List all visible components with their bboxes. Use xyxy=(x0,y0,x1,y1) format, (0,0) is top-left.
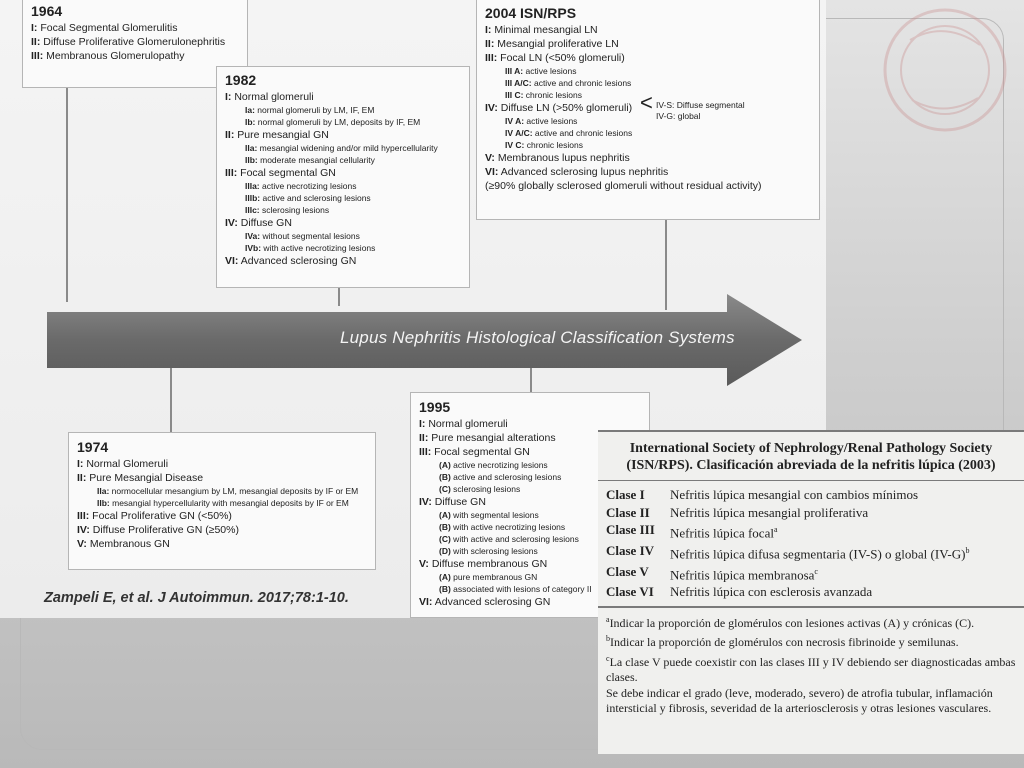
class-number: IIb: xyxy=(97,498,110,508)
class-line xyxy=(225,216,469,230)
class-number: II: xyxy=(31,36,41,48)
panel-title: International Society of Nephrology/Renal Pathology Society (ISN/RPS). Clasificación abreviada de la nefritis lúpica (2003) xyxy=(598,432,1024,481)
class-text: (≥90% globally sclerosed glomeruli without residual activity) xyxy=(485,180,762,192)
box-1964 xyxy=(22,0,248,88)
class-row xyxy=(598,504,1024,522)
class-description: Nefritis lúpica membranosa$^c$ xyxy=(670,566,818,582)
class-number: IV: xyxy=(485,102,498,114)
class-number: (C) xyxy=(439,484,451,494)
class-number: (A) xyxy=(439,510,451,520)
class-text: mesangial hypercellularity with mesangial deposits by IF or EM xyxy=(109,498,349,508)
class-code: Clase IV xyxy=(606,542,655,558)
class-text: Pure mesangial alterations xyxy=(428,432,556,444)
class-number: I: xyxy=(419,418,426,430)
class-text: with active necrotizing lesions xyxy=(450,522,566,532)
class-text: active necrotizing lesions xyxy=(450,460,548,470)
footnote-marker: a xyxy=(773,525,778,534)
class-line xyxy=(77,471,375,485)
class-text: Mesangial proliferative LN xyxy=(494,38,619,50)
class-number: IV A/C: xyxy=(505,128,533,138)
footnote-marker: b xyxy=(965,545,970,555)
class-number: I: xyxy=(31,22,38,34)
class-line xyxy=(77,537,375,551)
class-line xyxy=(77,523,375,537)
class-number: Ib: xyxy=(245,117,256,127)
class-number: IIIb: xyxy=(245,193,261,203)
class-number: (B) xyxy=(439,584,451,594)
class-text: active and chronic lesions xyxy=(531,78,632,88)
class-number: Ia: xyxy=(245,105,255,115)
class-text: Focal segmental GN xyxy=(431,446,530,458)
class-line xyxy=(77,485,375,497)
footnote-marker: c xyxy=(606,653,610,663)
class-text: normocellular mesangium by LM, mesangial deposits by IF or EM xyxy=(109,486,359,496)
bracket-iv xyxy=(640,90,745,122)
class-description: Nefritis lúpica mesangial con cambios mínimos xyxy=(670,487,919,502)
class-number: I: xyxy=(77,458,84,470)
box-1974-year: 1974 xyxy=(77,439,109,455)
class-line xyxy=(225,254,469,268)
class-description: Nefritis lúpica con esclerosis avanzada xyxy=(670,584,873,600)
class-code: Clase II xyxy=(606,504,650,520)
class-text: associated with lesions of category II xyxy=(450,584,592,594)
class-code: Clase VI xyxy=(606,584,654,600)
class-number: III: xyxy=(31,50,44,62)
class-line xyxy=(77,509,375,523)
class-line xyxy=(225,104,469,116)
class-line xyxy=(485,23,819,37)
class-number: III: xyxy=(419,446,432,458)
connector-1964 xyxy=(66,88,68,302)
class-text: Diffuse Proliferative GN (≥50%) xyxy=(89,524,239,536)
class-text: Focal LN (<50% glomeruli) xyxy=(497,52,625,64)
class-text: with active and sclerosing lesions xyxy=(450,534,579,544)
class-line xyxy=(419,417,649,431)
class-line xyxy=(225,116,469,128)
footnote-text: Se debe indicar el grado (leve, moderado, severo) de atrofia tubular, inflamación intersticial y fibrosis, severidad de la arteriosclerosis y otras lesiones vasculares. xyxy=(606,685,993,716)
class-number: III A: xyxy=(505,66,524,76)
class-number: IV: xyxy=(225,217,238,229)
class-number: III: xyxy=(485,52,498,64)
class-number: (B) xyxy=(439,522,451,532)
class-line xyxy=(225,90,469,104)
class-text: active necrotizing lesions xyxy=(259,181,357,191)
class-number: III: xyxy=(225,167,238,179)
class-line xyxy=(225,204,469,216)
class-number: VI: xyxy=(419,596,433,608)
class-number: (C) xyxy=(439,534,451,544)
class-line xyxy=(485,65,819,77)
class-text: normal glomeruli by LM, deposits by IF, EM xyxy=(255,117,421,127)
class-number: II: xyxy=(225,129,235,141)
class-line xyxy=(31,35,247,49)
class-code: Clase I xyxy=(606,487,645,502)
class-line xyxy=(31,49,247,63)
class-number: I: xyxy=(485,24,492,36)
class-number: IIb: xyxy=(245,155,258,165)
class-text: active and sclerosing lesions xyxy=(450,472,562,482)
footnote-text: La clase V puede coexistir con las clases III y IV debiendo ser diagnosticadas ambas clases. xyxy=(606,654,1016,685)
class-text: chronic lesions xyxy=(524,140,583,150)
class-line xyxy=(225,230,469,242)
box-1964-year: 1964 xyxy=(31,3,63,19)
class-line xyxy=(485,165,819,179)
footnote-text: Indicar la proporción de glomérulos con lesiones activas (A) y crónicas (C). xyxy=(609,615,975,630)
class-number: IV: xyxy=(419,496,432,508)
class-number: III C: xyxy=(505,90,524,100)
class-text: active and sclerosing lesions xyxy=(260,193,371,203)
footnote xyxy=(606,631,1016,651)
isn-rps-table-panel xyxy=(598,430,1024,754)
class-number: III: xyxy=(77,510,90,522)
class-text: sclerosing lesions xyxy=(450,484,521,494)
class-line xyxy=(225,154,469,166)
class-line xyxy=(225,180,469,192)
class-text: Focal segmental GN xyxy=(237,167,336,179)
class-row xyxy=(598,563,1024,584)
class-line xyxy=(77,457,375,471)
class-line xyxy=(225,128,469,142)
class-line xyxy=(225,166,469,180)
class-row xyxy=(598,542,1024,563)
class-number: II: xyxy=(485,38,495,50)
class-text: Normal glomeruli xyxy=(231,91,314,103)
class-text: normal glomeruli by LM, IF, EM xyxy=(254,105,375,115)
class-number: (A) xyxy=(439,460,451,470)
box-1995-year: 1995 xyxy=(419,399,451,415)
class-table xyxy=(598,481,1024,601)
class-number: V: xyxy=(419,558,429,570)
class-line xyxy=(485,139,819,151)
arrow-label: Lupus Nephritis Histological Classification Systems xyxy=(340,328,735,347)
class-code: Clase V xyxy=(606,563,649,579)
class-text: chronic lesions xyxy=(523,90,583,100)
class-text: Pure Mesangial Disease xyxy=(86,472,204,484)
class-description: Nefritis lúpica focal$^a$ xyxy=(670,525,778,541)
box-1982 xyxy=(216,66,470,288)
citation: Zampeli E, et al. J Autoimmun. 2017;78:1-10. xyxy=(44,590,349,606)
class-text: pure membranous GN xyxy=(450,572,538,582)
class-text: with segmental lesions xyxy=(450,510,539,520)
class-text: Minimal mesangial LN xyxy=(491,24,598,36)
class-text: without segmental lesions xyxy=(260,231,360,241)
class-number: (A) xyxy=(439,572,451,582)
class-number: IVa: xyxy=(245,231,261,241)
class-line xyxy=(225,142,469,154)
class-number: IV C: xyxy=(505,140,525,150)
footnote-marker: b xyxy=(606,634,610,644)
footnote-marker: c xyxy=(814,566,818,576)
class-number: (D) xyxy=(439,546,451,556)
box-1982-year: 1982 xyxy=(225,72,257,88)
class-line xyxy=(485,127,819,139)
class-description: Nefritis lúpica mesangial proliferativa xyxy=(670,504,869,520)
footnotes xyxy=(598,606,1024,717)
bracket-symbol: < xyxy=(640,90,653,115)
footnote xyxy=(606,651,1016,686)
class-line xyxy=(485,37,819,51)
class-number: III A/C: xyxy=(505,78,532,88)
class-line xyxy=(225,192,469,204)
class-code: Clase III xyxy=(606,522,655,537)
watermark-stamp-icon xyxy=(850,0,1020,140)
class-text: Membranous GN xyxy=(86,538,170,550)
class-number: I: xyxy=(225,91,232,103)
class-line xyxy=(77,497,375,509)
class-text: Membranous Glomerulopathy xyxy=(43,50,185,62)
class-line xyxy=(31,21,247,35)
class-text: active and chronic lesions xyxy=(532,128,633,138)
class-text: Diffuse GN xyxy=(237,217,292,229)
class-text: Focal Proliferative GN (<50%) xyxy=(89,510,232,522)
class-number: V: xyxy=(77,538,87,550)
class-line xyxy=(485,151,819,165)
class-text: Normal Glomeruli xyxy=(83,458,169,470)
bracket-line-2: IV-G: global xyxy=(656,111,701,121)
class-line xyxy=(225,242,469,254)
class-number: (B) xyxy=(439,472,451,482)
class-text: Diffuse LN (>50% glomeruli) xyxy=(497,102,633,114)
class-row xyxy=(598,583,1024,601)
class-row xyxy=(598,521,1024,542)
class-text: Pure mesangial GN xyxy=(234,129,329,141)
class-number: IV A: xyxy=(505,116,525,126)
class-line xyxy=(485,77,819,89)
class-text: Diffuse Proliferative Glomerulonephritis xyxy=(40,36,226,48)
class-text: active lesions xyxy=(523,66,577,76)
class-text: sclerosing lesions xyxy=(259,205,330,215)
class-number: VI: xyxy=(225,255,239,267)
class-number: IIIa: xyxy=(245,181,260,191)
class-text: active lesions xyxy=(524,116,578,126)
class-text: with active necrotizing lesions xyxy=(261,243,376,253)
class-text: Advanced sclerosing GN xyxy=(432,596,551,608)
class-line xyxy=(485,179,819,193)
footnote-marker: a xyxy=(606,614,610,624)
class-text: with sclerosing lesions xyxy=(450,546,538,556)
class-text: Normal glomeruli xyxy=(425,418,508,430)
class-text: Advanced sclerosing lupus nephritis xyxy=(498,166,669,178)
class-text: Diffuse membranous GN xyxy=(428,558,548,570)
box-2004-year: 2004 ISN/RPS xyxy=(485,5,577,21)
class-text: mesangial widening and/or mild hypercellularity xyxy=(257,143,438,153)
class-number: IIIc: xyxy=(245,205,260,215)
class-number: IVb: xyxy=(245,243,262,253)
class-description: Nefritis lúpica difusa segmentaria (IV-S) o global $(IV-G)^b$ xyxy=(670,545,970,562)
class-number: IV: xyxy=(77,524,90,536)
class-text: moderate mesangial cellularity xyxy=(257,155,375,165)
footnote-text: Indicar la proporción de glomérulos con necrosis fibrinoide y semilunas. xyxy=(610,635,959,650)
footnote xyxy=(606,686,1016,717)
box-1974 xyxy=(68,432,376,570)
class-line xyxy=(485,51,819,65)
class-number: II: xyxy=(77,472,87,484)
class-number: IIa: xyxy=(245,143,258,153)
bracket-line-1: IV-S: Diffuse segmental xyxy=(656,100,745,110)
class-text: Diffuse GN xyxy=(431,496,486,508)
class-text: Advanced sclerosing GN xyxy=(238,255,357,267)
class-number: VI: xyxy=(485,166,499,178)
class-number: II: xyxy=(419,432,429,444)
class-number: V: xyxy=(485,152,495,164)
class-number: IIa: xyxy=(97,486,110,496)
class-row xyxy=(598,486,1024,504)
footnote xyxy=(606,612,1016,632)
class-text: Membranous lupus nephritis xyxy=(494,152,630,164)
class-text: Focal Segmental Glomerulitis xyxy=(37,22,178,34)
